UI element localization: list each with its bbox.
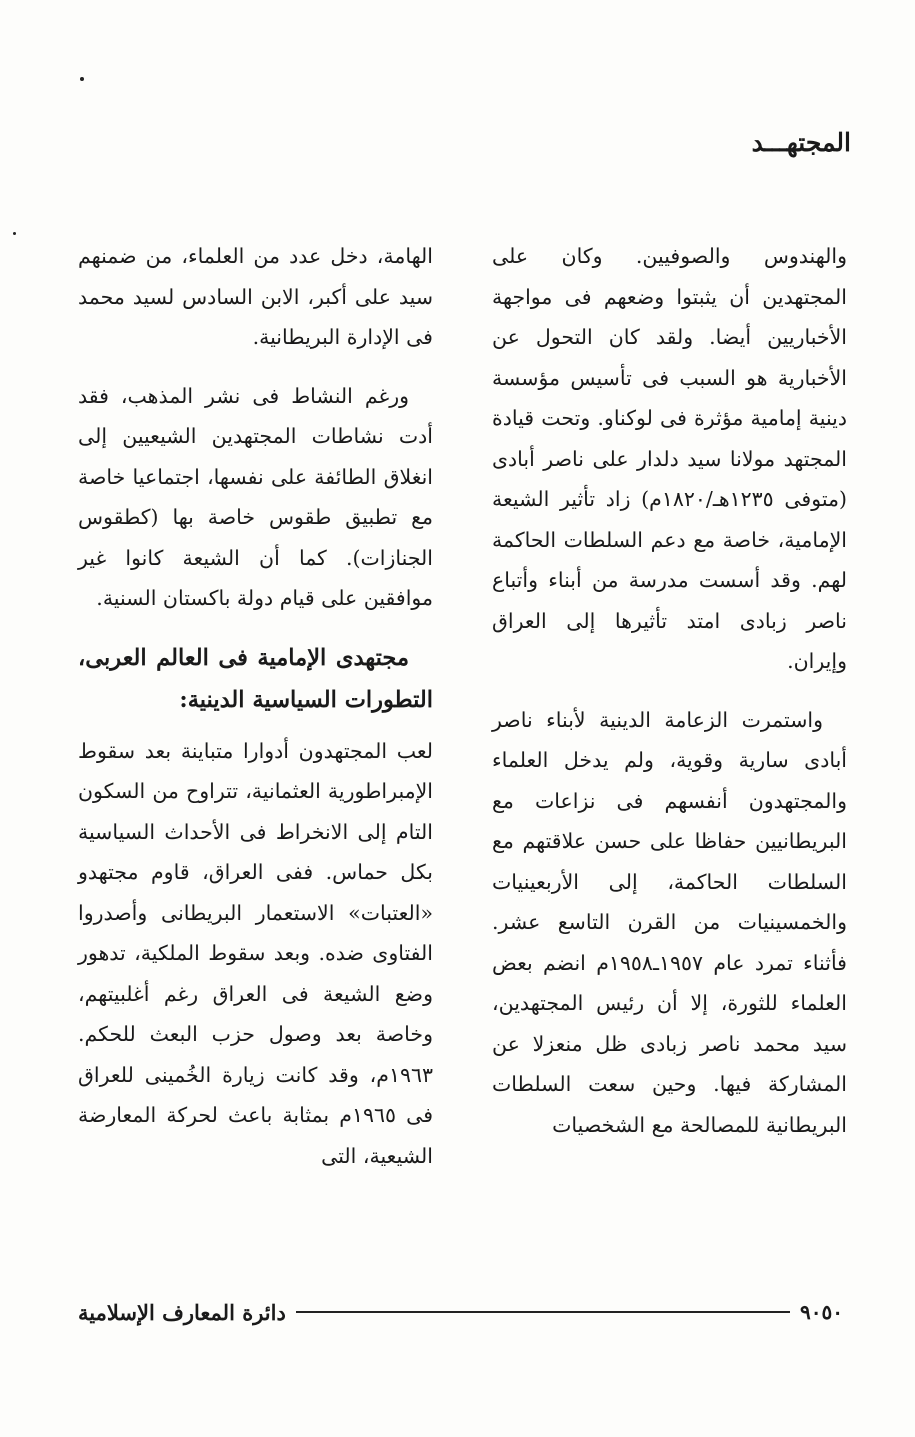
left-column — [78, 236, 433, 1176]
page-footer — [78, 1298, 843, 1326]
page-number: ٩٠٥٠ — [800, 1300, 843, 1324]
paragraph: والهندوس والصوفيين. وكان على المجتهدين أن يثبتوا وضعهم فى مواجهة الأخباريين أيضا. ولقد كان التحول عن الأخبارية هو السبب فى تأسيس مؤسسة دينية إمامية مؤثرة فى لوكناو. وتحت قيادة المجتهد مولانا سيد دلدار على ناصر أبادى (متوفى ١٢٣٥هـ/١٨٢٠م) زاد تأثير الشيعة الإمامية، خاصة مع دعم السلطات الحاكمة لهم. وقد أسست مدرسة من أبناء وأتباع ناصر زبادى امتد تأثيرها إلى العراق وإيران. — [492, 244, 847, 673]
right-column — [492, 236, 847, 1145]
paragraph: الهامة، دخل عدد من العلماء، من ضمنهم سيد على أكبر، الابن السادس لسيد محمد فى الإدارة البريطانية. — [78, 244, 433, 349]
paragraph: واستمرت الزعامة الدينية لأبناء ناصر أبادى سارية وقوية، ولم يدخل العلماء والمجتهدون أنفسهم فى نزاعات مع البريطانيين حفاظا على حسن علاقتهم مع السلطات الحاكمة، إلى الأربعينيات والخمسينيات من القرن التاسع عشر. فأثناء تمرد عام ١٩٥٧ـ١٩٥٨م انضم بعض العلماء للثورة، إلا أن رئيس المجتهدين، سيد محمد ناصر زبادى ظل منعزلا عن المشاركة فيها. وحين سعت السلطات البريطانية للمصالحة مع الشخصيات — [492, 707, 847, 1137]
section-heading: مجتهدى الإمامية فى العالم العربى، التطورات السياسية الدينية: — [78, 644, 433, 713]
scan-speck-2 — [13, 232, 16, 235]
page-header: المجتهـــد — [751, 128, 851, 157]
footer-rule — [296, 1311, 790, 1313]
publication-title: دائرة المعارف الإسلامية — [78, 1299, 286, 1325]
paragraph: ورغم النشاط فى نشر المذهب، فقد أدت نشاطات المجتهدين الشيعيين إلى انغلاق الطائفة على نفسها، اجتماعيا خاصة مع تطبيق طقوس خاصة بها (كطقوس الجنازات). كما أن الشيعة كانوا غير موافقين على قيام دولة باكستان السنية. — [78, 383, 433, 610]
paragraph: لعب المجتهدون أدوارا متباينة بعد سقوط الإمبراطورية العثمانية، تتراوح من السكون التام إلى الانخراط فى الأحداث السياسية بكل حماس. ففى العراق، قاوم مجتهدو «العتبات» الاستعمار البريطانى وأصدروا الفتاوى ضده. وبعد سقوط الملكية، تدهور وضع الشيعة فى العراق رغم أغلبيتهم، وخاصة بعد وصول حزب البعث للحكم. ١٩٦٣م، وقد كانت زيارة الخُمينى للعراق فى ١٩٦٥م بمثابة باعث لحركة المعارضة الشيعية، التى — [78, 738, 433, 1168]
scan-speck-1 — [80, 77, 84, 81]
